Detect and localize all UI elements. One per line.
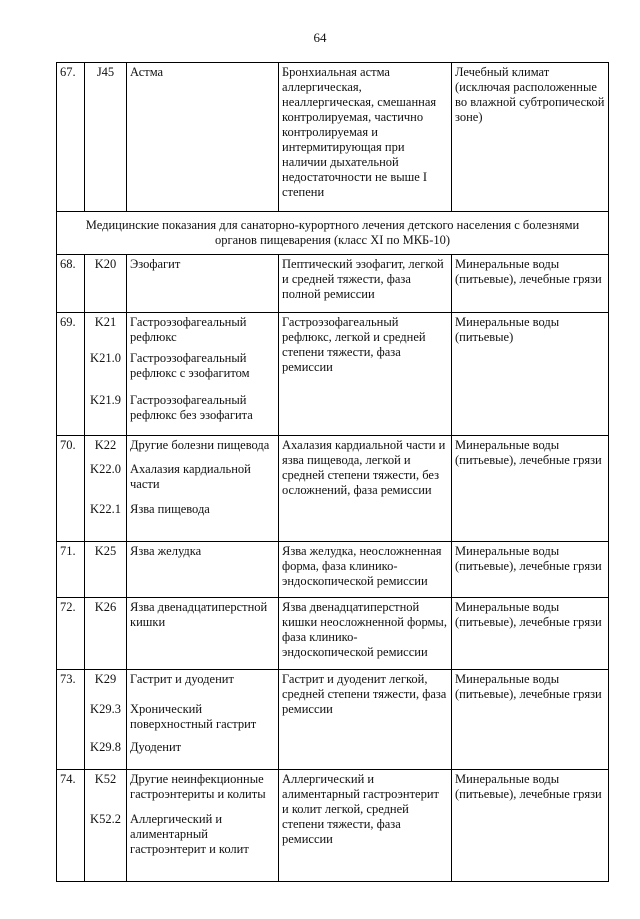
treatment-factors: Минеральные воды (питьевые), лечебные грязи — [452, 436, 609, 542]
page-number: 64 — [313, 30, 327, 45]
indication-description: Язва двенадцатиперстной кишки неосложненной формы, фаза клинико-эндоскопической ремиссии — [279, 598, 452, 670]
table-row — [57, 436, 609, 542]
icd-code: K29 K29.3 K29.8 — [85, 670, 127, 770]
table-row — [57, 598, 609, 670]
treatment-factors: Лечебный климат (исключая расположенные во влажной субтропической зоне) — [452, 63, 609, 212]
table-row — [57, 255, 609, 313]
indication-description: Бронхиальная астма аллергическая, неаллергическая, смешанная контролируемая, частично контролируемая и интермитирующая при наличии дыхательной недостаточности не выше I степени — [279, 63, 452, 212]
row-number: 68. — [57, 255, 85, 313]
icd-code: J45 — [85, 63, 127, 212]
icd-code: K52 K52.2 — [85, 770, 127, 882]
row-number: 69. — [57, 313, 85, 436]
section-header: Медицинские показания для санаторно-курортного лечения детского населения с болезнями органов пищеварения (класс XI по МКБ-10) — [57, 212, 609, 255]
disease-name: Язва двенадцатиперстной кишки — [127, 598, 279, 670]
indication-description: Ахалазия кардиальной части и язва пищевода, легкой и средней степени тяжести, без осложнений, фаза ремиссии — [279, 436, 452, 542]
disease-name: Астма — [127, 63, 279, 212]
indication-description: Гастрит и дуоденит легкой, средней степени тяжести, фаза ремиссии — [279, 670, 452, 770]
icd-code: K20 — [85, 255, 127, 313]
treatment-factors: Минеральные воды (питьевые) — [452, 313, 609, 436]
indication-description: Аллергический и алиментарный гастроэнтерит и колит легкой, средней степени тяжести, фаза ремиссии — [279, 770, 452, 882]
row-number: 67. — [57, 63, 85, 212]
disease-name: Гастрит и дуоденит Хронический поверхностный гастрит Дуоденит — [127, 670, 279, 770]
disease-name: Эзофагит — [127, 255, 279, 313]
disease-name: Гастроэзофагеальный рефлюкс Гастроэзофагеальный рефлюкс с эзофагитом Гастроэзофагеальный рефлюкс без эзофагита — [127, 313, 279, 436]
treatment-factors: Минеральные воды (питьевые), лечебные грязи — [452, 598, 609, 670]
icd-code: K21 K21.0 K21.9 — [85, 313, 127, 436]
disease-name: Другие неинфекционные гастроэнтериты и колиты Аллергический и алиментарный гастроэнтерит и колит — [127, 770, 279, 882]
disease-name: Язва желудка — [127, 542, 279, 598]
disease-name: Другие болезни пищевода Ахалазия кардиальной части Язва пищевода — [127, 436, 279, 542]
row-number: 73. — [57, 670, 85, 770]
treatment-factors: Минеральные воды (питьевые), лечебные грязи — [452, 770, 609, 882]
treatment-factors: Минеральные воды (питьевые), лечебные грязи — [452, 542, 609, 598]
icd-code: K25 — [85, 542, 127, 598]
treatment-factors: Минеральные воды (питьевые), лечебные грязи — [452, 670, 609, 770]
icd-code: K22 K22.0 K22.1 — [85, 436, 127, 542]
table-row — [57, 63, 609, 212]
table-row — [57, 770, 609, 882]
indication-description: Гастроэзофагеальный рефлюкс, легкой и средней степени тяжести, фаза ремиссии — [279, 313, 452, 436]
table-row — [57, 670, 609, 770]
indication-description: Язва желудка, неосложненная форма, фаза клинико-эндоскопической ремиссии — [279, 542, 452, 598]
section-header-row — [57, 212, 609, 255]
row-number: 70. — [57, 436, 85, 542]
indication-description: Пептический эзофагит, легкой и средней тяжести, фаза полной ремиссии — [279, 255, 452, 313]
treatment-factors: Минеральные воды (питьевые), лечебные грязи — [452, 255, 609, 313]
table-row — [57, 313, 609, 436]
row-number: 74. — [57, 770, 85, 882]
table-row — [57, 542, 609, 598]
indications-table — [56, 62, 609, 882]
row-number: 72. — [57, 598, 85, 670]
icd-code: K26 — [85, 598, 127, 670]
row-number: 71. — [57, 542, 85, 598]
